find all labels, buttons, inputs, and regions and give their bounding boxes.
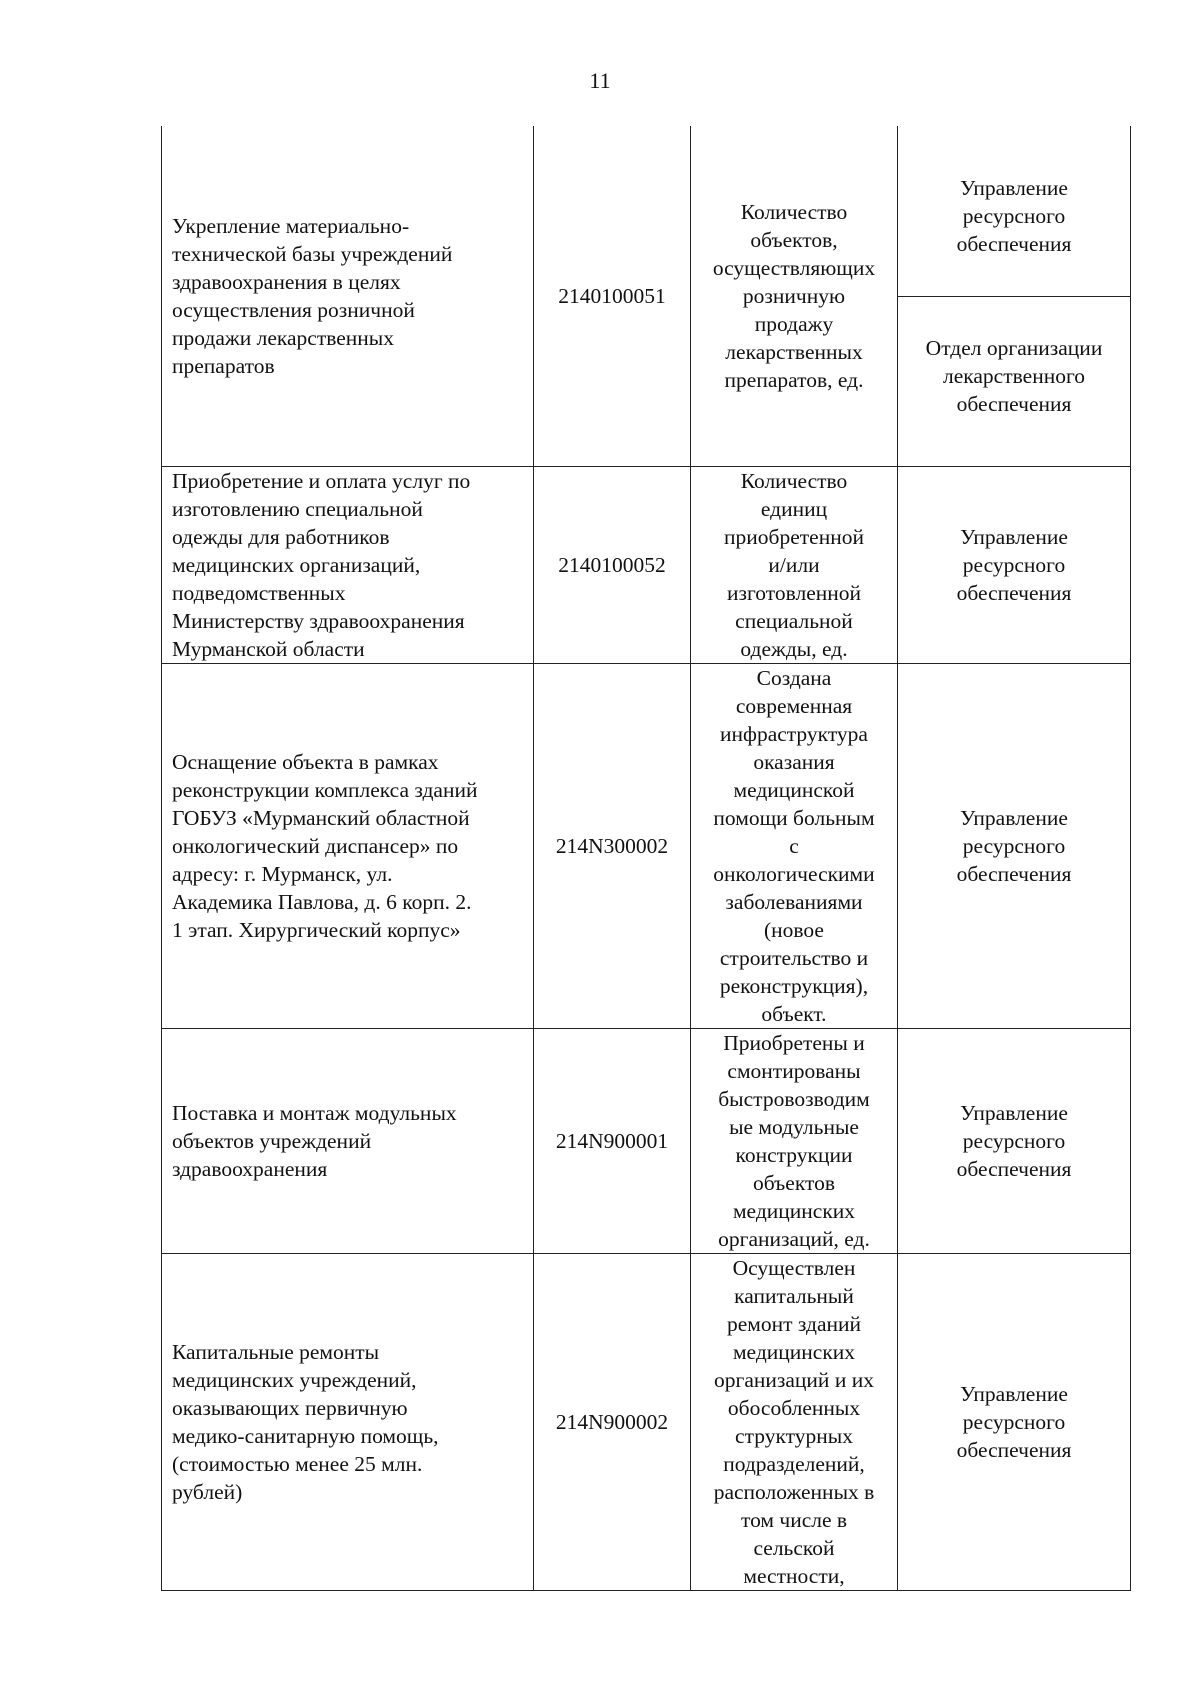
text-line: том числе в [740,1507,848,1532]
text-line: Капитальные ремонты [172,1339,380,1364]
text-line: технической базы учреждений [172,241,453,266]
responsible-cell [898,466,1131,663]
text-line: препаратов [172,353,275,378]
table-row [162,126,1131,296]
text-line: специальной [735,608,853,633]
text-line: Приобретены и [723,1030,865,1055]
text-line: Мурманской области [172,636,365,661]
text-line: капитальный [734,1283,854,1308]
text-line: объект. [761,1001,827,1026]
text-line: Отдел организации [925,336,1103,360]
text-line: медицинских организаций, [172,552,421,577]
activity-cell [162,663,534,1028]
text-line: осуществления розничной [172,297,415,322]
page-number: 11 [589,68,611,93]
text-line: помощи больным [713,805,875,830]
text-line: Создана [756,665,832,690]
text-line: адресу: г. Мурманск, ул. [172,861,393,886]
text-line: (новое [764,917,824,942]
text-line: медицинских [732,1339,856,1364]
text-line: ые модульные [729,1114,859,1139]
text-line: продажи лекарственных [172,325,395,350]
text-line: конструкции [735,1142,853,1167]
text-line: Управление [960,805,1068,830]
text-line: с [789,833,799,858]
text-line: Оснащение объекта в рамках [172,749,439,774]
text-line: расположенных в [713,1479,875,1504]
table-row [162,466,1131,663]
text-line: здравоохранения [172,1156,328,1181]
responsible-cell [898,663,1131,1028]
text-line: препаратов, ед. [724,367,864,392]
text-line: Поставка и монтаж модульных [172,1100,457,1125]
text-line: единиц [760,496,828,521]
text-line: медицинской [733,777,855,802]
text-line: здравоохранения в целях [172,269,401,294]
table-row [162,1028,1131,1253]
text-line: осуществляющих [712,255,876,280]
text-line: сельской [753,1535,835,1560]
text-line: Количество [740,468,848,493]
text-line: строительство и [719,945,869,970]
text-line: реконструкции комплекса зданий [172,777,478,802]
code-cell: 214N300002 [534,663,691,1028]
text-line: быстровозводим [718,1086,870,1111]
text-line: изготовленной [726,580,862,605]
text-line: оказания [753,749,835,774]
text-line: медицинских [732,1198,856,1223]
indicator-cell [691,1253,898,1590]
text-line: Академика Павлова, д. 6 корп. 2. [172,889,472,914]
text-line: современная [735,693,853,718]
activity-cell [162,1253,534,1590]
text-line: объектов, [750,227,838,252]
text-line: Количество [740,199,848,224]
text-line: оказывающих первичную [172,1395,408,1420]
responsible-cell-secondary [898,296,1131,466]
text-line: реконструкция), [719,973,869,998]
text-line: организаций, ед. [718,1226,870,1251]
text-line: обеспечения [956,1156,1072,1181]
text-line: обеспечения [956,861,1072,886]
activity-cell [162,126,534,466]
code-cell: 214N900001 [534,1028,691,1253]
activity-cell [162,1028,534,1253]
measures-table [161,126,1131,1591]
text-line: розничную [742,283,846,308]
text-line: приобретенной [724,524,864,549]
text-line: обеспечения [956,1437,1072,1462]
text-line: лекарственных [725,339,863,364]
indicator-cell [691,663,898,1028]
text-line: одежды для работников [172,524,390,549]
text-line: ремонт зданий [726,1311,862,1336]
indicator-cell [691,466,898,663]
text-line: ресурсного [962,833,1066,858]
text-line: и/или [768,552,820,577]
activity-cell [162,466,534,663]
text-line: структурных [735,1423,853,1448]
text-line: Осуществлен [732,1255,856,1280]
indicator-cell [691,126,898,466]
text-line: местности, [743,1563,845,1588]
code-cell: 2140100052 [534,466,691,663]
text-line: инфраструктура [720,721,868,746]
text-line: Приобретение и оплата услуг по [172,468,471,493]
text-line: обособленных [727,1395,861,1420]
text-line: Управление [960,1100,1068,1125]
responsible-cell [898,126,1131,296]
text-line: рублей) [172,1479,243,1504]
text-line: обеспечения [956,231,1072,256]
text-line: подведомственных [172,580,346,605]
text-line: Министерству здравоохранения [172,608,465,633]
text-line: (стоимостью менее 25 млн. [172,1451,423,1476]
text-line: 1 этап. Хирургический корпус» [172,917,461,942]
text-line: Укрепление материально- [172,213,410,238]
text-line: организаций и их [714,1367,874,1392]
text-line: подразделений, [723,1451,865,1476]
text-line: объектов учреждений [172,1128,372,1153]
text-line: медицинских учреждений, [172,1367,417,1392]
text-line: объектов [753,1170,835,1195]
text-line: Управление [960,1381,1068,1406]
text-line: обеспечения [956,580,1072,605]
responsible-cell [898,1253,1131,1590]
text-line: онкологическими [713,861,875,886]
text-line: Управление [960,524,1068,549]
text-line: смонтированы [727,1058,861,1083]
indicator-cell [691,1028,898,1253]
responsible-cell [898,1028,1131,1253]
text-line: продажу [754,311,834,336]
text-line: обеспечения [956,392,1072,416]
table-row [162,1253,1131,1590]
table-row [162,663,1131,1028]
text-line: онкологический диспансер» по [172,833,459,858]
text-line: медико-санитарную помощь, [172,1423,439,1448]
text-line: одежды, ед. [740,636,848,661]
text-line: ресурсного [962,1409,1066,1434]
text-line: ГОБУЗ «Мурманский областной [172,805,470,830]
code-cell: 214N900002 [534,1253,691,1590]
code-cell: 2140100051 [534,126,691,466]
text-line: лекарственного [943,364,1085,388]
text-line: изготовлению специальной [172,496,423,521]
text-line: ресурсного [962,552,1066,577]
text-line: Управление [960,175,1068,200]
text-line: заболеваниями [725,889,863,914]
text-line: ресурсного [962,1128,1066,1153]
text-line: ресурсного [962,203,1066,228]
